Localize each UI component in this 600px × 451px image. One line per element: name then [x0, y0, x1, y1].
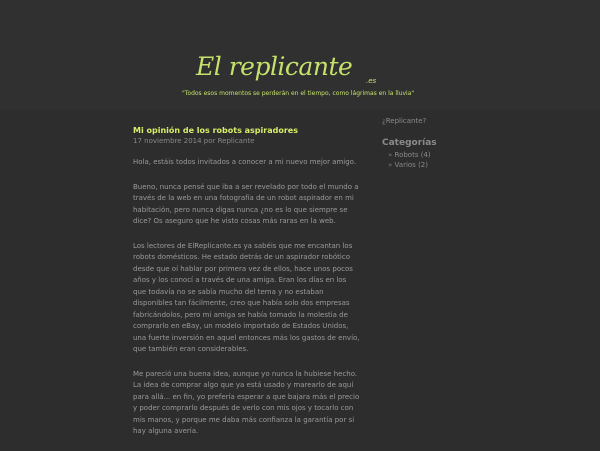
chevron-right-icon: » [388, 161, 393, 169]
post-paragraph: Los lectores de ElReplicante.es ya sabéis que me encantan los robots domésticos. He estado detrás de un aspirador robótico desde que oí hablar por primera vez de ellos, hace unos pocos años y los conocí a través de una amiga. Eran los días en los que todavía no se sabía mucho del tema y no estaban disponibles tan fácilmente, creo que había solo dos empresas fabricándolos, pero mi amiga se había tomado la molestia de comprarlo en eBay, un modelo importado de Estados Unidos, una fuerte inversión en aquel entonces más los gastos de envío, que también eran considerables. [133, 241, 360, 353]
post-body [133, 157, 361, 438]
category-name[interactable]: Robots [394, 151, 419, 159]
post-paragraph: Bueno, nunca pensé que iba a ser revelado por todo el mundo a través de la web en una fotografía de un robot aspirador en mi habitación, pero nunca digas nunca ¿no es lo que siempre se dice? Os aseguro que he visto cosas más raras en la web. [133, 182, 359, 225]
post-paragraph: Me pareció una buena idea, aunque yo nunca la hubiese hecho. La idea de comprar algo que ya está usado y marearlo de aquí para allá... en fin, yo prefería esperar a que bajara más el precio y poder comprarlo después de verlo con mis ojos y tocarlo con mis manos, y porque me daba más confianza la garantía por si hay alguna avería. [133, 369, 360, 435]
site-logo-suffix: .es [366, 77, 377, 85]
category-item-robots[interactable] [388, 150, 492, 160]
site-logo[interactable]: El replicante [196, 52, 353, 81]
main-content [133, 126, 361, 451]
post-paragraph: Hola, estáis todos invitados a conocer a mi nuevo mejor amigo. [133, 158, 357, 166]
site-header [0, 0, 600, 110]
category-name[interactable]: Varios [394, 161, 416, 169]
category-item-varios[interactable] [388, 160, 492, 170]
post-title[interactable]: Mi opinión de los robots aspiradores [133, 126, 298, 135]
categories-list [388, 150, 492, 170]
category-count: (2) [418, 161, 428, 169]
chevron-right-icon: » [388, 151, 393, 159]
categories-heading: Categorías [382, 138, 437, 148]
site-tagline: "Todos esos momentos se perderán en el tiempo, como lágrimas en la lluvia" [182, 90, 415, 97]
post-meta: 17 noviembre 2014 por Replicante [133, 137, 255, 145]
sidebar-link-replicante[interactable]: ¿Replicante? [382, 117, 427, 125]
sidebar [382, 117, 492, 170]
category-count: (4) [420, 151, 431, 159]
